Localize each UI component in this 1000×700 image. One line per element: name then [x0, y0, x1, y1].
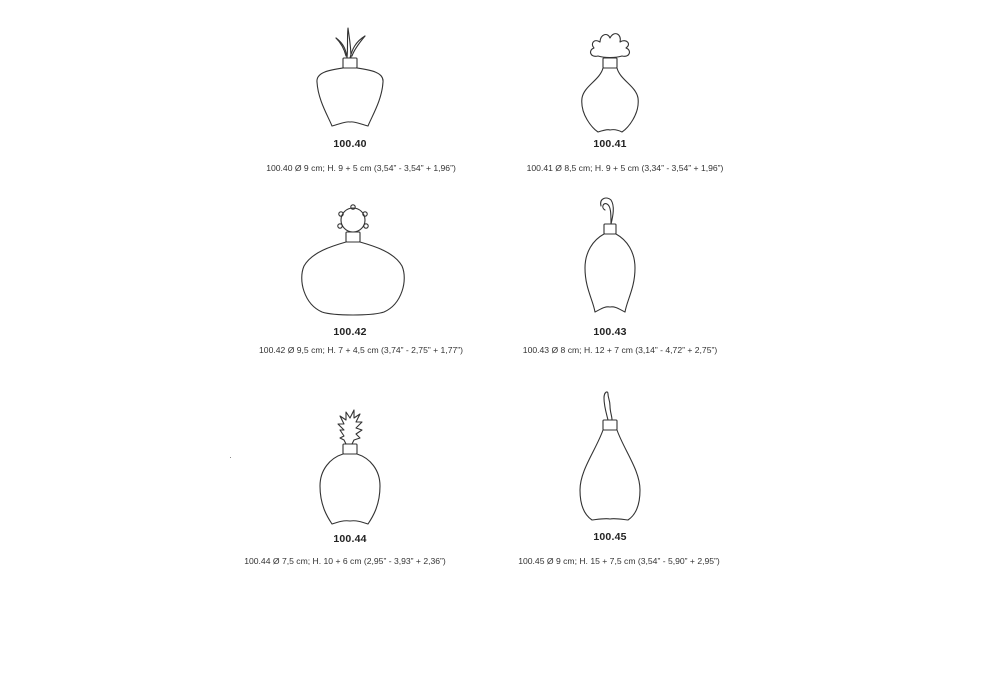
bottle-drawing-100-45	[570, 386, 650, 526]
product-code: 100.41	[593, 138, 627, 150]
product-spec: 100.41 Ø 8,5 cm; H. 9 + 5 cm (3,34” - 3,54” + 1,96”)	[526, 163, 724, 173]
bottle-drawing-100-41	[570, 22, 650, 137]
product-code: 100.40	[333, 138, 367, 150]
product-spec: 100.44 Ø 7,5 cm; H. 10 + 6 cm (2,95” - 3,93” + 2,36”)	[244, 556, 446, 566]
bottle-drawing-100-42	[298, 200, 408, 320]
bottle-drawing-100-44	[310, 406, 390, 531]
bottle-drawing-100-40	[310, 20, 390, 140]
product-code: 100.42	[333, 326, 367, 338]
product-spec: 100.40 Ø 9 cm; H. 9 + 5 cm (3,54” - 3,54” + 1,96”)	[266, 163, 456, 173]
product-spec: 100.43 Ø 8 cm; H. 12 + 7 cm (3,14” - 4,72” + 2,75”)	[522, 345, 718, 355]
product-code: 100.45	[593, 531, 627, 543]
stray-dot	[230, 457, 231, 458]
product-spec: 100.45 Ø 9 cm; H. 15 + 7,5 cm (3,54” - 5,90” + 2,95”)	[518, 556, 720, 566]
bottle-drawing-100-43	[575, 196, 645, 321]
product-code: 100.44	[333, 533, 367, 545]
product-code: 100.43	[593, 326, 627, 338]
product-spec: 100.42 Ø 9,5 cm; H. 7 + 4,5 cm (3,74” - 2,75” + 1,77”)	[259, 345, 463, 355]
